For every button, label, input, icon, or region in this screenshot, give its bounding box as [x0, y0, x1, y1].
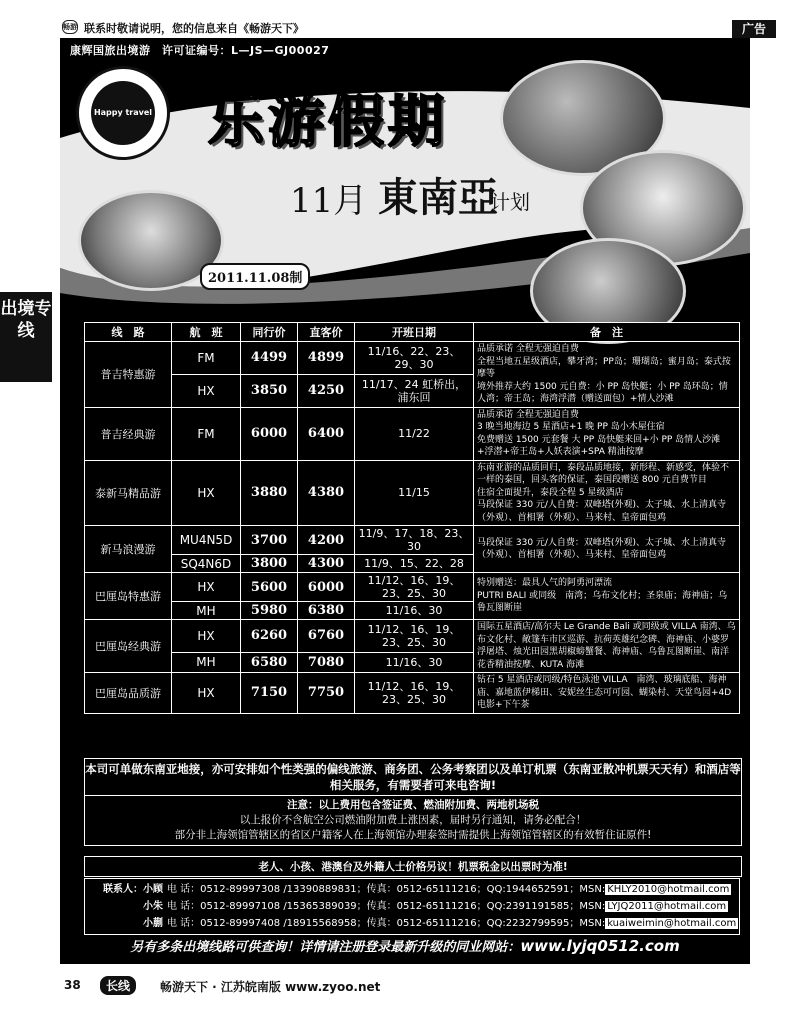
direct-price: 4250 [298, 374, 355, 407]
header-route: 线 路 [85, 323, 172, 342]
departure-dates: 11/16、22、23、29、30 [355, 342, 474, 375]
contact-qq: QQ:2232799595 [486, 918, 570, 929]
flight-code: HX [172, 620, 241, 653]
departure-dates: 11/9、15、22、28 [355, 555, 474, 573]
service-statement: 本司可单做东南亚地接，亦可安排如个性类强的偏线旅游、商务团、公务考察团以及单订机票（东南亚散冲机票天天有）和酒店等相关服务，有需要者可来电咨询! [84, 758, 742, 796]
direct-price: 6760 [298, 620, 355, 653]
peer-price: 6000 [241, 407, 298, 460]
contact-msn[interactable]: LYJQ2011@hotmail.com [607, 901, 727, 912]
header-flight: 航 班 [172, 323, 241, 342]
peer-price: 3800 [241, 555, 298, 573]
contact-qq: QQ:2391191585 [486, 901, 570, 912]
contact-row: 小蒯 电 话：0512-89997408 /18915568958；传真：0512-65111216；QQ:2232799595；MSN: kuaiweimin@hotmail.com [103, 915, 739, 932]
notes-box [84, 795, 742, 846]
header-notes: 备 注 [474, 323, 740, 342]
peer-price: 3700 [241, 526, 298, 555]
direct-price: 6380 [298, 602, 355, 620]
direct-price: 6000 [298, 573, 355, 602]
route-name: 泰新马精品游 [85, 460, 172, 526]
flight-code: HX [172, 573, 241, 602]
contact-row: 小朱 电 话：0512-89997108 /15365389039；传真：0512-65111216；QQ:2391191585；MSN: LYJQ2011@hotmail.com [103, 898, 739, 915]
departure-dates: 11/22 [355, 407, 474, 460]
table-row [85, 526, 740, 555]
flight-code: SQ4N6D [172, 555, 241, 573]
flight-code: MU4N5D [172, 526, 241, 555]
brand-logo [76, 66, 170, 160]
table-row [85, 460, 740, 526]
contact-phone: 电 话：0512-89997408 /18915568958 [167, 918, 357, 929]
peer-price: 4499 [241, 342, 298, 375]
flight-code: HX [172, 460, 241, 526]
table-header-row [85, 323, 740, 342]
departure-dates: 11/12、16、19、23、25、30 [355, 620, 474, 653]
table-row [85, 620, 740, 653]
flight-code: MH [172, 652, 241, 672]
route-name: 普吉经典游 [85, 407, 172, 460]
contact-name: 小朱 [143, 901, 163, 912]
ad-label: 广告 [732, 20, 776, 38]
contact-msn-label: MSN: [579, 884, 606, 895]
notes-title: 注意：以上费用包含签证费、燃油附加费、两地机场税 [287, 799, 539, 811]
route-name: 巴厘岛经典游 [85, 620, 172, 673]
direct-price: 7080 [298, 652, 355, 672]
contact-msn[interactable]: KHLY2010@hotmail.com [607, 884, 730, 895]
section-tag: 长线 [100, 976, 136, 995]
departure-dates: 11/9、17、18、23、30 [355, 526, 474, 555]
top-notice-bar [60, 18, 800, 38]
footer-banner-text: 另有多条出境线路可供查询！详情请注册登录最新升级的同业网站： [130, 940, 521, 955]
notes-line-1: 以上报价不含航空公司燃油附加费上涨因素，届时另行通知，请务必配合！ [239, 814, 587, 826]
contact-msn-label: MSN: [579, 901, 606, 912]
website-link[interactable]: www.lyjq0512.com [520, 937, 680, 955]
route-notes: 钻石 5 星酒店或同级/特色泳池 VILLA 南湾、玻璃底船、海神庙、嘉地蓝伊梯田、安妮丝生态可可园、蝴染村、天堂鸟园+4D 电影+下午茶 [474, 673, 740, 714]
date-badge: 2011.11.08制 [200, 263, 310, 290]
route-notes: 品质承诺 全程无强迫自费 3 晚当地海边 5 星酒店+1 晚 PP 岛小木屋住宿 免费赠送 1500 元套餐 大 PP 岛快艇来回+小 PP 岛情人沙滩+浮潜+帝王岛+人妖表演+SPA 精油按摩 [474, 407, 740, 460]
contact-name: 小蒯 [143, 918, 163, 929]
direct-price: 4200 [298, 526, 355, 555]
route-name: 巴厘岛品质游 [85, 673, 172, 714]
table-row [85, 673, 740, 714]
peer-price: 5980 [241, 602, 298, 620]
route-name: 新马浪漫游 [85, 526, 172, 573]
contact-fax: 传真：0512-65111216 [366, 884, 477, 895]
contacts-box [84, 878, 740, 935]
license-line: 康辉国旅出境游 许可证编号：L—JS—GJ00027 [70, 44, 330, 57]
route-notes: 国际五星酒店/高尔夫 Le Grande Bali 或同级或 VILLA 南湾、乌布文化村、敞篷车市区巡游、抗荷英雄纪念碑、海神庙、小婆罗浮屠塔、烛光田园黑胡椒螃蟹餐、海神庙、乌鲁瓦图断崖、南洋花香精油按摩、KUTA 海滩 [474, 620, 740, 673]
route-notes: 马段保证 330 元/人自费：双峰塔(外观)、太子城、水上清真寺（外观）、首相署（外观）、马来村、皇帝面包鸡 [474, 526, 740, 573]
contact-phone: 电 话：0512-89997108 /15365389039 [167, 901, 357, 912]
flight-code: HX [172, 374, 241, 407]
flight-code: FM [172, 407, 241, 460]
poster-plan: 计划 [490, 190, 530, 214]
routes-table [84, 322, 740, 714]
direct-price: 4899 [298, 342, 355, 375]
peer-price: 6260 [241, 620, 298, 653]
table-row [85, 342, 740, 375]
contact-phone: 电 话：0512-89997308 /13390889831 [167, 884, 357, 895]
contact-row: 联系人：小顾 电 话：0512-89997308 /13390889831；传真：0512-65111216；QQ:1944652591；MSN: KHLY2010@hotmail.com [103, 881, 739, 898]
direct-price: 6400 [298, 407, 355, 460]
departure-dates: 11/15 [355, 460, 474, 526]
peer-price: 3880 [241, 460, 298, 526]
publication-logo: 畅游 [62, 20, 78, 34]
notes-line-2: 部分非上海领馆管辖区的省区户籍客人在上海领馆办理泰签时需提供上海领馆管辖区的有效暂住证原件! [174, 829, 652, 841]
header-peer-price: 同行价 [241, 323, 298, 342]
table-row [85, 573, 740, 602]
side-category-tab: 出境专线 [0, 292, 52, 382]
publication-name: 畅游天下 · 江苏皖南版 www.zyoo.net [160, 980, 381, 994]
flight-code: MH [172, 602, 241, 620]
poster-region: 東南亞 [378, 174, 498, 221]
poster-title: 乐游假期 [208, 89, 448, 155]
contact-fax: 传真：0512-65111216 [366, 901, 477, 912]
page-footer [60, 972, 760, 1000]
departure-dates: 11/16、30 [355, 602, 474, 620]
poster-month: 11月 [290, 181, 368, 221]
table-row [85, 407, 740, 460]
departure-dates: 11/12、16、19、23、25、30 [355, 573, 474, 602]
peer-price: 6580 [241, 652, 298, 672]
footer-banner [60, 936, 750, 955]
contact-msn[interactable]: kuaiweimin@hotmail.com [607, 918, 737, 929]
route-notes: 特别赠送：最具人气的阿勇河漂流 PUTRI BALI 或同级 南湾；乌布文化村；圣泉庙；海神庙；乌鲁瓦图断崖 [474, 573, 740, 620]
departure-dates: 11/17、24 虹桥出，浦东回 [355, 374, 474, 407]
page-number: 38 [64, 978, 81, 992]
pricing-policy: 老人、小孩、港澳台及外籍人士价格另议！机票税金以出票时为准! [84, 856, 742, 877]
direct-price: 4380 [298, 460, 355, 526]
travel-poster [60, 38, 750, 964]
direct-price: 4300 [298, 555, 355, 573]
route-name: 普吉特惠游 [85, 342, 172, 408]
peer-price: 7150 [241, 673, 298, 714]
notice-text: 联系时敬请说明，您的信息来自《畅游天下》 [84, 22, 304, 35]
flight-code: HX [172, 673, 241, 714]
route-notes: 东南亚游的品质回归，泰段品质地接，新形程、新感受，体验不一样的泰国，回头客的保证，泰国段赠送 800 元自费节目 住宿全面提升，泰段全程 5 星级酒店 马段保证 330 元/人自费：双峰塔(外观)、太子城、水上清真寺（外观）、首相署（外观）、马来村、皇帝面包鸡 [474, 460, 740, 526]
flight-code: FM [172, 342, 241, 375]
peer-price: 5600 [241, 573, 298, 602]
departure-dates: 11/12、16、19、23、25、30 [355, 673, 474, 714]
header-direct-price: 直客价 [298, 323, 355, 342]
route-name: 巴厘岛特惠游 [85, 573, 172, 620]
direct-price: 7750 [298, 673, 355, 714]
contact-fax: 传真：0512-65111216 [366, 918, 477, 929]
brand-logo-text: Happy travel [91, 81, 155, 145]
contact-msn-label: MSN: [579, 918, 606, 929]
peer-price: 3850 [241, 374, 298, 407]
contact-name: 联系人：小顾 [103, 884, 163, 895]
departure-dates: 11/16、30 [355, 652, 474, 672]
route-notes: 品质承诺 全程无强迫自费 全程当地五星级酒店，攀牙湾；PP岛；珊瑚岛；蜜月岛；泰式按摩等 境外推荐大约 1500 元自费：小 PP 岛快艇；小 PP 岛环岛；情人湾；帝王岛；海湾浮潜（赠送面包）+情人沙滩 [474, 342, 740, 408]
contact-qq: QQ:1944652591 [486, 884, 570, 895]
header-dates: 开班日期 [355, 323, 474, 342]
